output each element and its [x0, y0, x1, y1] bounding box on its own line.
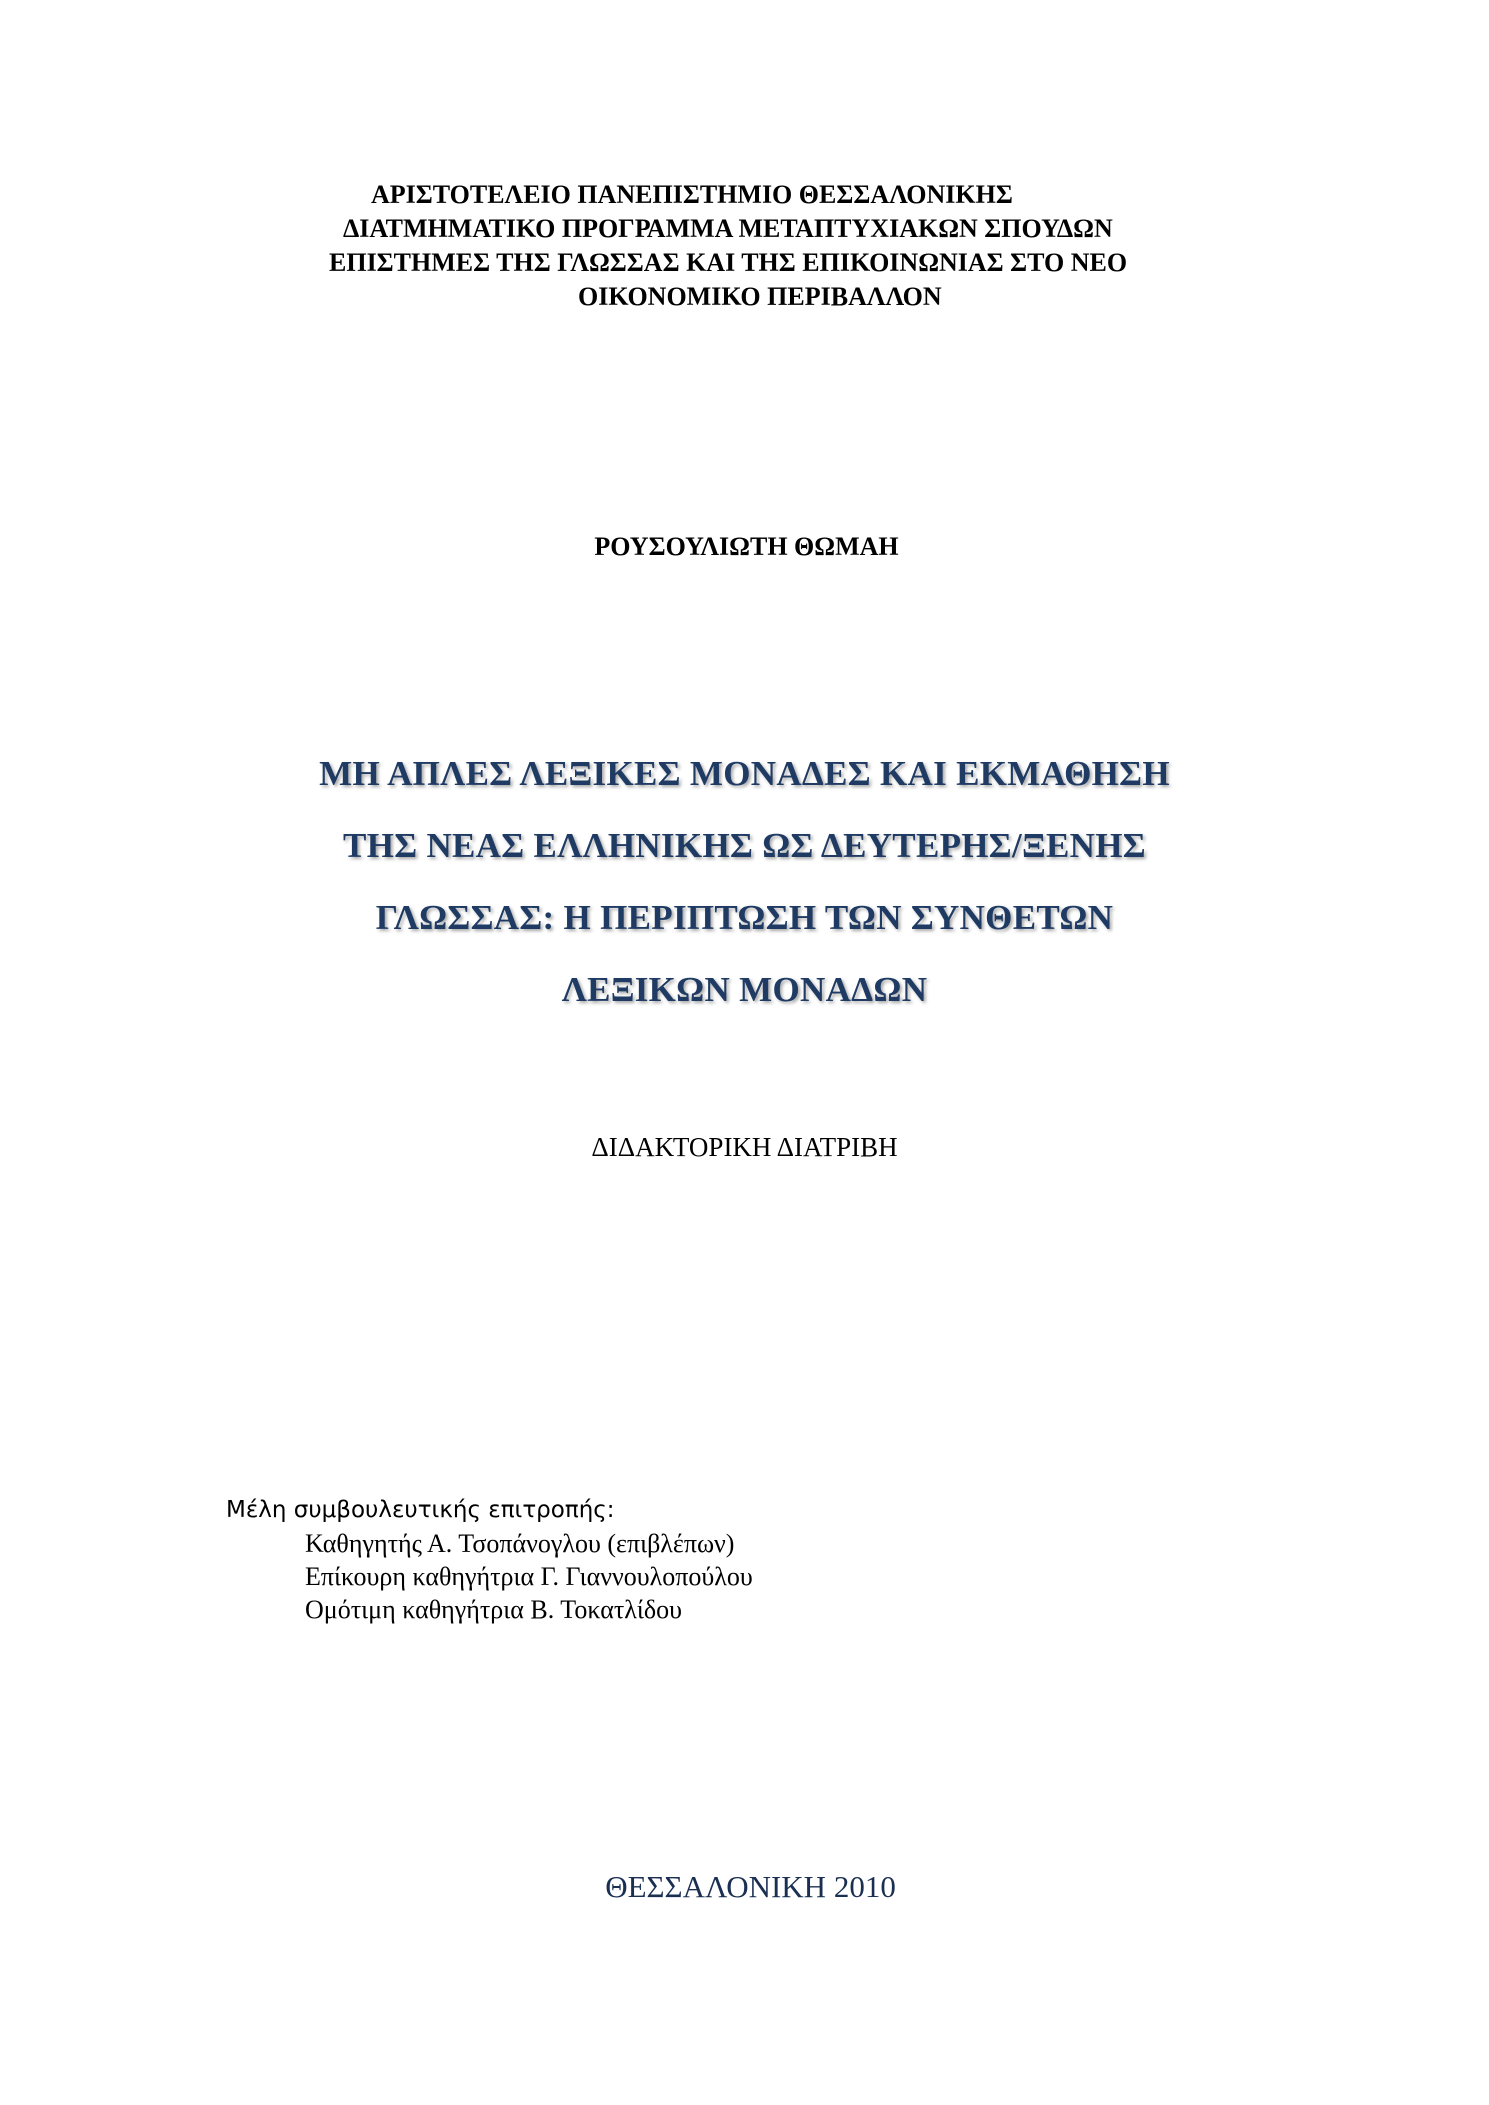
thesis-title — [200, 738, 1289, 1026]
university-name: ΑΡΙΣΤΟΤΕΛΕΙΟ ΠΑΝΕΠΙΣΤΗΜΙΟ ΘΕΣΣΑΛΟΝΙΚΗΣ — [371, 180, 1013, 209]
thesis-title-line: ΤΗΣ ΝΕΑΣ ΕΛΛΗΝΙΚΗΣ ΩΣ ΔΕΥΤΕΡΗΣ/ΞΕΝΗΣ — [343, 826, 1146, 865]
committee-member: Επίκουρη καθηγήτρια Γ. Γιαννουλοπούλου — [305, 1562, 753, 1591]
author-name: ΡΟΥΣΟΥΛΙΩΤΗ ΘΩΜΑΗ — [594, 532, 899, 561]
place-and-year: ΘΕΣΣΑΛΟΝΙΚΗ 2010 — [605, 1869, 896, 1904]
thesis-title-line: ΓΛΩΣΣΑΣ: Η ΠΕΡΙΠΤΩΣΗ ΤΩΝ ΣΥΝΘΕΤΩΝ — [375, 898, 1114, 937]
program-name: ΔΙΑΤΜΗΜΑΤΙΚΟ ΠΡΟΓΡΑΜΜΑ ΜΕΤΑΠΤΥΧΙΑΚΩΝ ΣΠΟΥΔΩΝ — [343, 214, 1113, 243]
document-type: ΔΙΔΑΚΤΟΡΙΚΗ ΔΙΑΤΡΙΒΗ — [591, 1132, 898, 1162]
committee-heading: Μέλη συμβουλευτικής επιτροπής: — [226, 1497, 615, 1523]
committee-member: Καθηγητής Α. Τσοπάνογλου (επιβλέπων) — [305, 1529, 735, 1558]
field-name-line2: ΟΙΚΟΝΟΜΙΚΟ ΠΕΡΙΒΑΛΛΟΝ — [578, 282, 942, 311]
advisory-committee — [226, 1493, 1126, 1626]
committee-member: Ομότιμη καθηγήτρια Β. Τοκατλίδου — [305, 1595, 682, 1624]
field-name-line1: ΕΠΙΣΤΗΜΕΣ ΤΗΣ ΓΛΩΣΣΑΣ ΚΑΙ ΤΗΣ ΕΠΙΚΟΙΝΩΝΙΑΣ ΣΤΟ ΝΕΟ — [329, 248, 1128, 277]
thesis-title-line: ΛΕΞΙΚΩΝ ΜΟΝΑΔΩΝ — [561, 970, 928, 1009]
thesis-title-line: ΜΗ ΑΠΛΕΣ ΛΕΞΙΚΕΣ ΜΟΝΑΔΕΣ ΚΑΙ ΕΚΜΑΘΗΣΗ — [319, 754, 1170, 793]
committee-member-list — [226, 1527, 1126, 1626]
